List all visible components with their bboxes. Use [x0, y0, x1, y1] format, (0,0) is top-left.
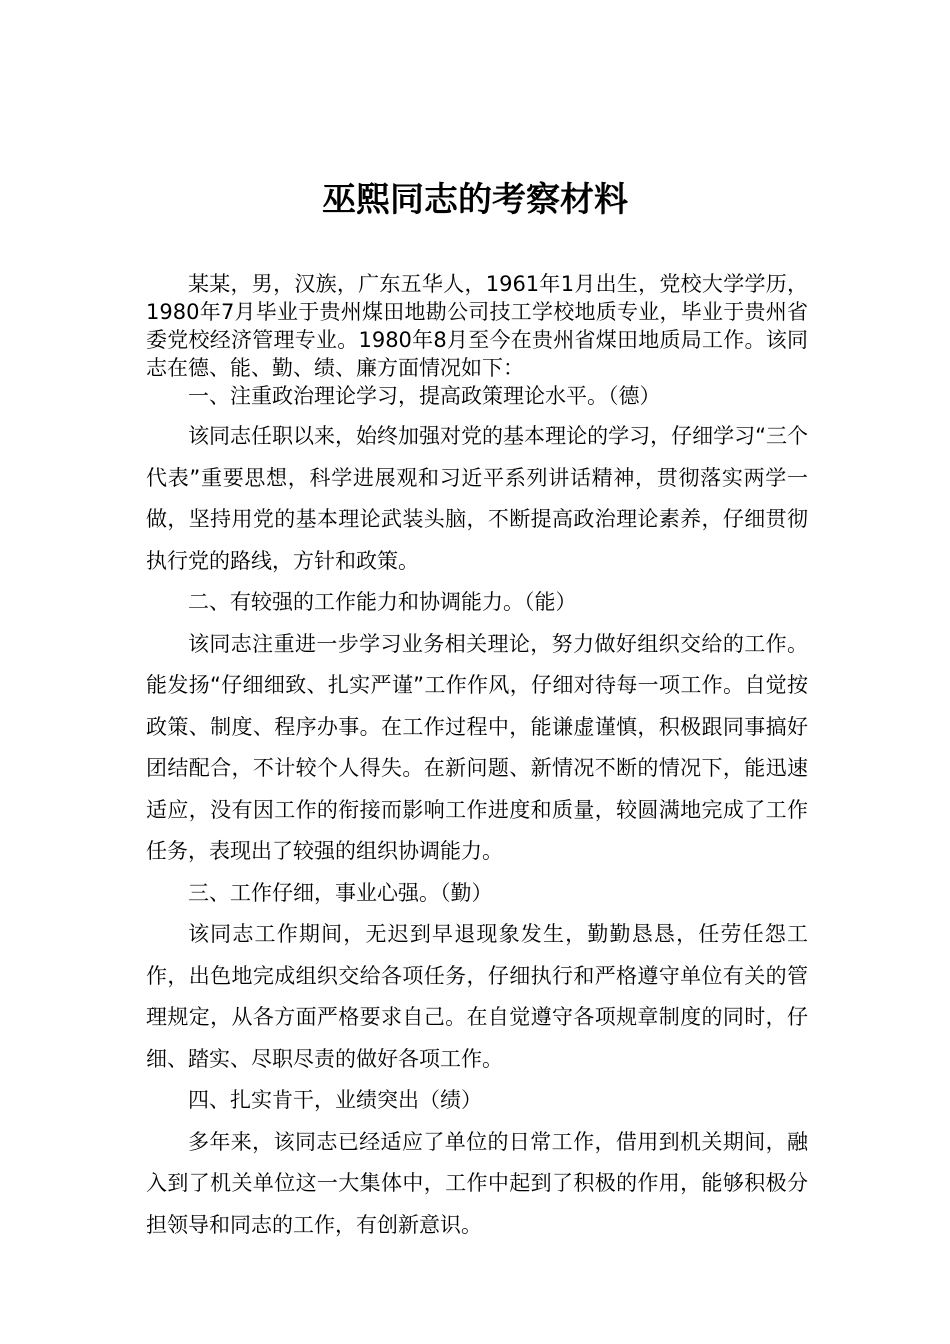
document-body — [146, 270, 808, 1246]
section-heading: 三、工作仔细，事业心强。（勤） — [188, 880, 493, 905]
section-paragraph: 该同志注重进一步学习业务相关理论，努力做好组织交给的工作。能发扬“仔细细致、扎实严谨”工作作风，仔细对待每一项工作。自觉按政策、制度、程序办事。在工作过程中，能谦虚谨慎，积极跟同事搞好团结配合，不计较个人得失。在新问题、新情况不断的情况下，能迅速适应，没有因工作的衔接而影响工作进度和质量，较圆满地完成了工作任务，表现出了较强的组织协调能力。 — [146, 631, 808, 863]
document-title: 巫熙同志的考察材料 — [322, 180, 628, 220]
section-paragraph: 该同志工作期间，无迟到早退现象发生，勤勤恳恳，任劳任怨工作，出色地完成组织交给各项任务，仔细执行和严格遵守单位有关的管理规定，从各方面严格要求自己。在自觉遵守各项规章制度的同时，仔细、踏实、尽职尽责的做好各项工作。 — [146, 922, 808, 1071]
section-heading: 二、有较强的工作能力和协调能力。（能） — [188, 590, 577, 614]
intro-paragraph: 某某，男，汉族，广东五华人，1961年1月出生，党校大学学历，1980年7月毕业于贵州煤田地勘公司技工学校地质专业，毕业于贵州省委党校经济管理专业。1980年8月至今在贵州省煤田地质局工作。该同志在德、能、勤、绩、廉方面情况如下： — [146, 272, 808, 380]
section-paragraph: 该同志任职以来，始终加强对党的基本理论的学习，仔细学习“三个代表”重要思想，科学进展观和习近平系列讲话精神，贯彻落实两学一做，坚持用党的基本理论武装头脑，不断提高政治理论素养，仔细贯彻执行党的路线，方针和政策。 — [146, 424, 808, 573]
section-paragraph: 多年来，该同志已经适应了单位的日常工作，借用到机关期间，融入到了机关单位这一大集体中，工作中起到了积极的作用，能够积极分担领导和同志的工作，有创新意识。 — [146, 1129, 808, 1237]
section-heading: 四、扎实肯干，业绩突出（绩） — [188, 1088, 482, 1112]
section-heading: 一、注重政治理论学习，提高政策理论水平。（德） — [188, 384, 661, 408]
